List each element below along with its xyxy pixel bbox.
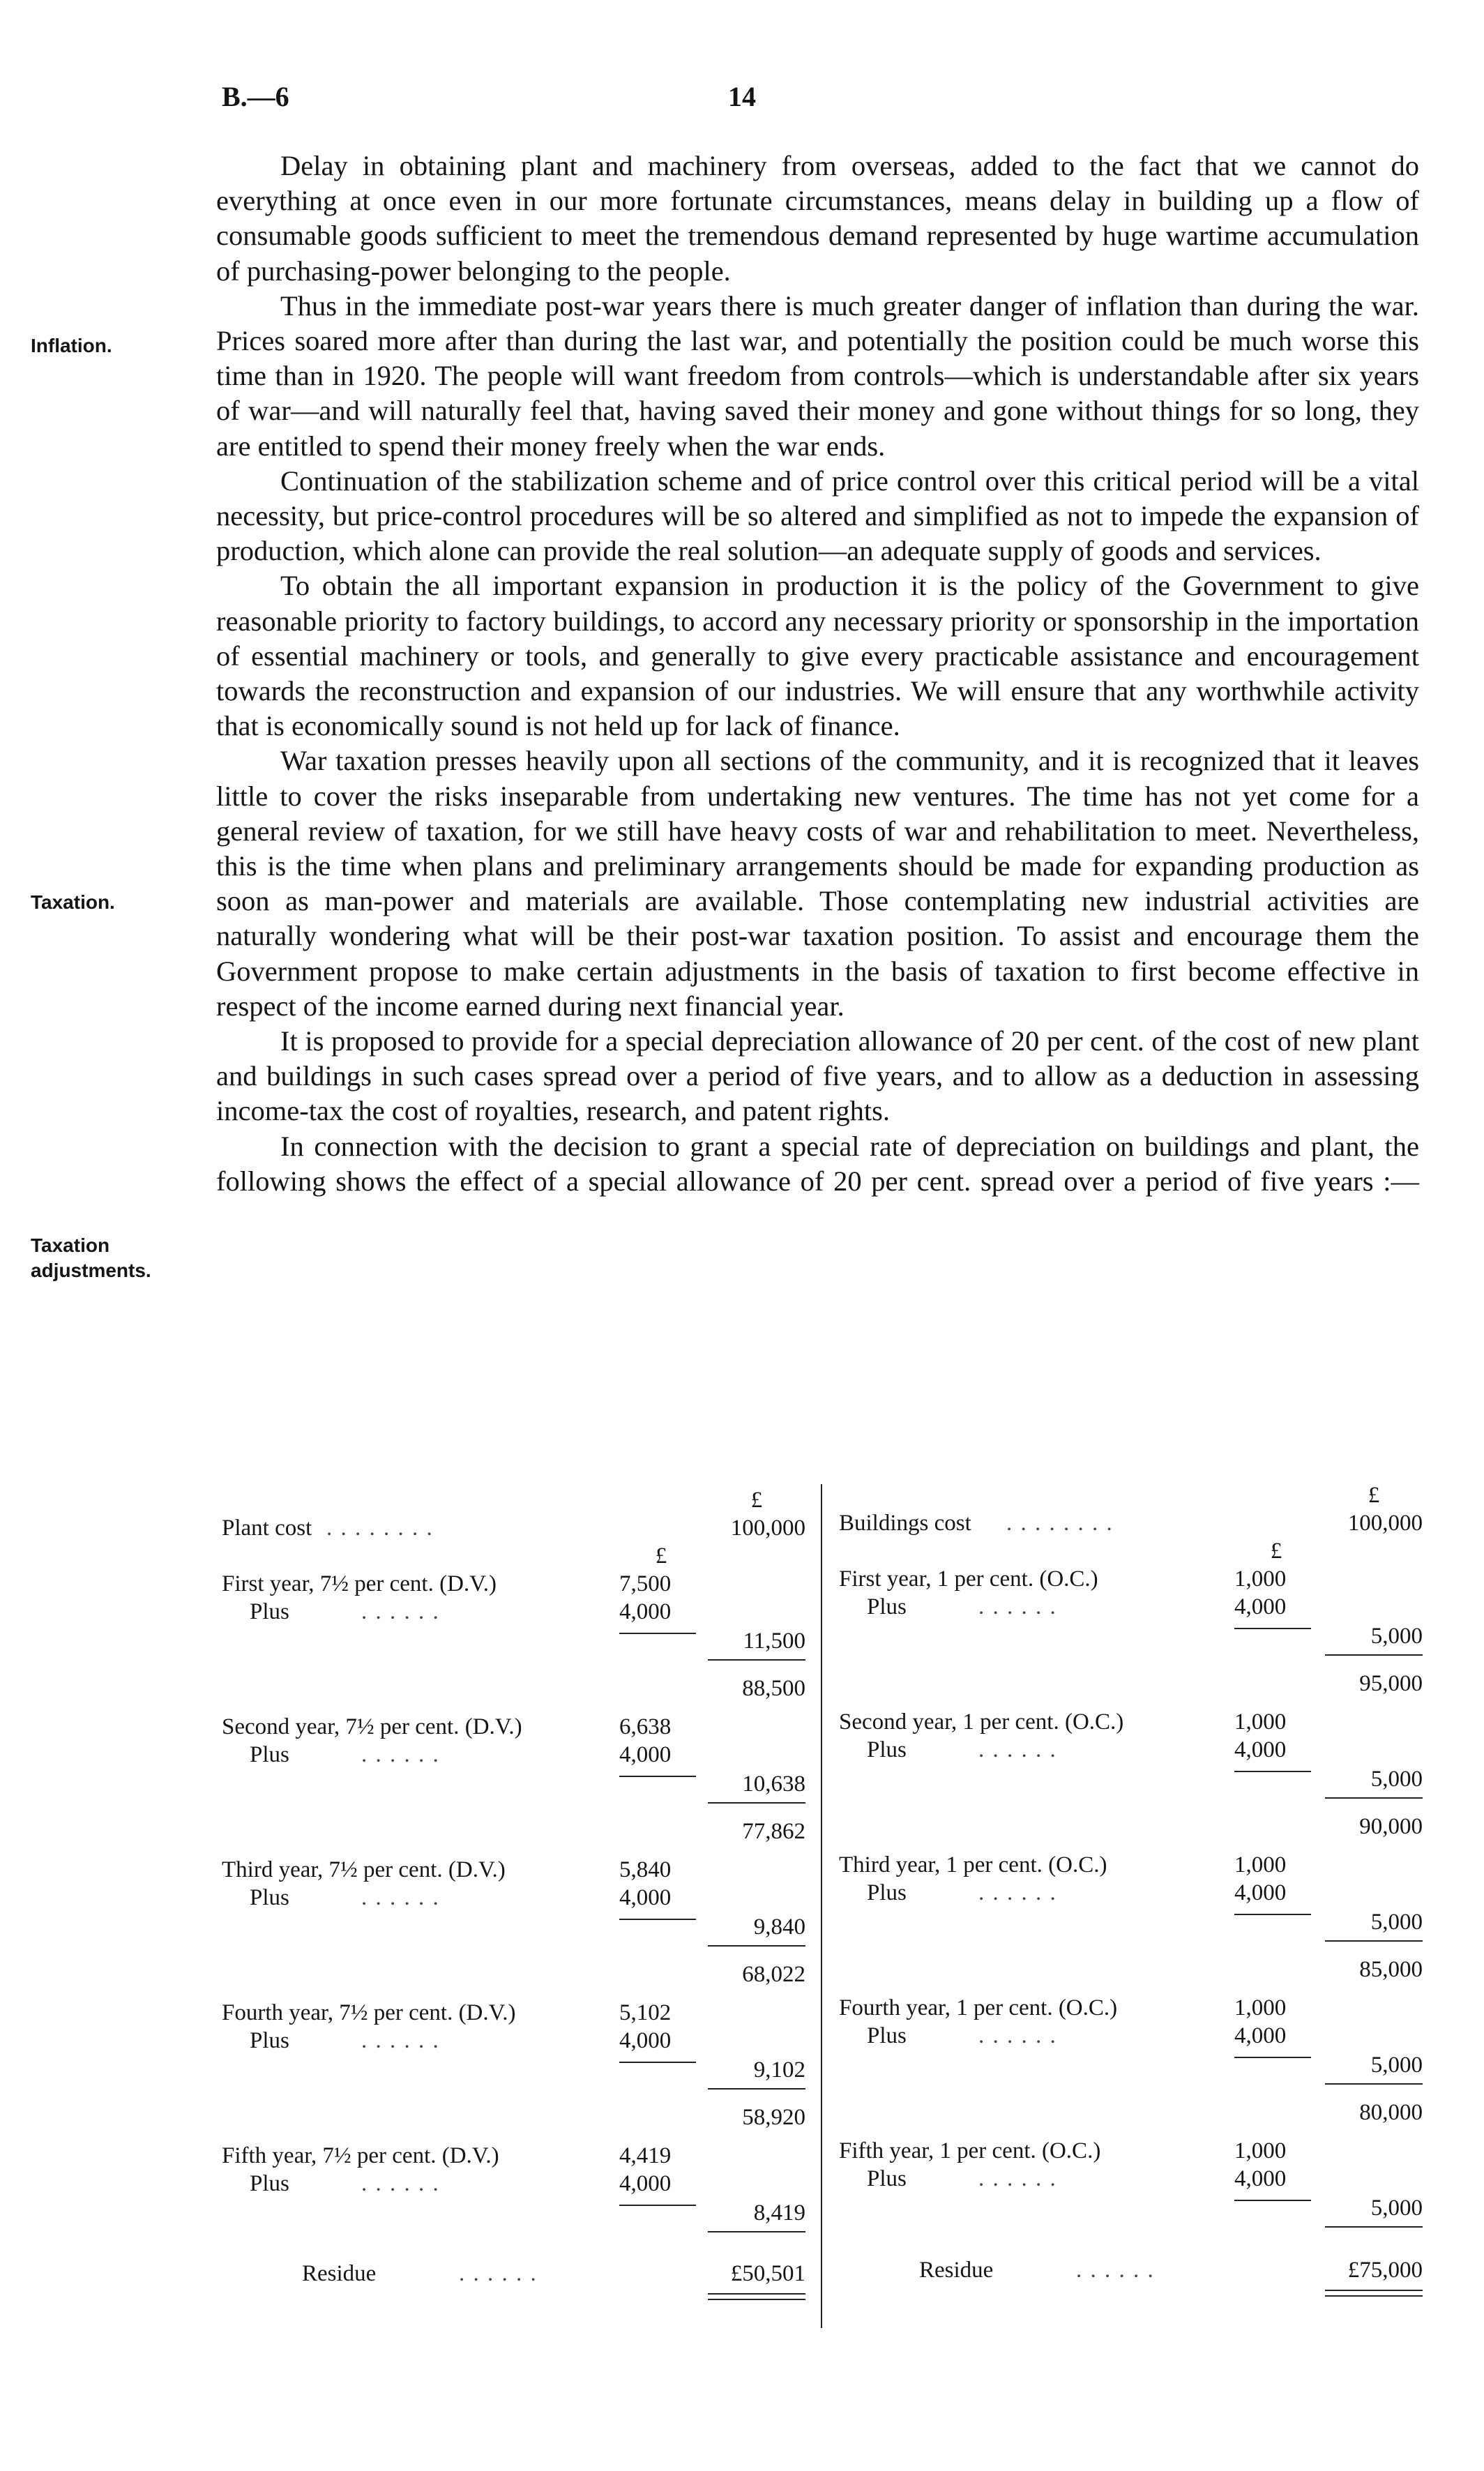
year-label: Fifth year, 7½ per cent. (D.V.) bbox=[222, 2143, 499, 2168]
residue-label: Residue bbox=[919, 2258, 994, 2283]
plus-value: 4,000 bbox=[619, 2028, 672, 2053]
allowance-value: 1,000 bbox=[1234, 1709, 1287, 1735]
allowance-value: 7,500 bbox=[619, 1571, 672, 1596]
balance-value: 85,000 bbox=[1359, 1957, 1423, 1982]
year-label: Third year, 1 per cent. (O.C.) bbox=[839, 1852, 1107, 1877]
year-total: 8,419 bbox=[753, 2200, 805, 2226]
sub-rule bbox=[619, 1919, 696, 1920]
plus-value: 4,000 bbox=[619, 2171, 672, 2196]
plus-label: Plus bbox=[867, 1880, 907, 1905]
leader-dots: . . . . . . . . bbox=[326, 1516, 434, 1541]
cost-label: Buildings cost bbox=[839, 1511, 971, 1536]
currency-symbol: £ bbox=[750, 1488, 763, 1513]
plus-value: 4,000 bbox=[1234, 1737, 1287, 1762]
cost-label: Plant cost bbox=[222, 1516, 312, 1541]
residue-value: £75,000 bbox=[1347, 2258, 1423, 2283]
total-rule bbox=[1325, 2083, 1423, 2085]
sub-rule bbox=[1234, 1914, 1311, 1915]
sub-rule bbox=[1234, 1628, 1311, 1629]
page-header bbox=[0, 80, 1484, 122]
cost-value: 100,000 bbox=[1347, 1511, 1423, 1536]
sub-rule bbox=[619, 2062, 696, 2063]
currency-symbol: £ bbox=[655, 1543, 667, 1569]
plus-label: Plus bbox=[250, 1599, 289, 1624]
margin-note-taxation-adjustments: Taxation adjustments. bbox=[31, 1234, 151, 1281]
sub-rule bbox=[619, 1633, 696, 1634]
sub-rule bbox=[619, 2205, 696, 2206]
sub-rule bbox=[1234, 2200, 1311, 2201]
leader-dots: . . . . . . bbox=[978, 1594, 1057, 1619]
leader-dots: . . . . . . bbox=[978, 2023, 1057, 2048]
year-label: Second year, 1 per cent. (O.C.) bbox=[839, 1709, 1124, 1735]
year-total: 5,000 bbox=[1370, 2196, 1423, 2221]
total-rule bbox=[708, 1802, 805, 1804]
plus-label: Plus bbox=[867, 1594, 907, 1619]
plus-label: Plus bbox=[250, 1742, 289, 1767]
balance-value: 77,862 bbox=[742, 1819, 805, 1844]
year-label: Third year, 7½ per cent. (D.V.) bbox=[222, 1857, 506, 1882]
margin-note-taxation: Taxation. bbox=[31, 891, 115, 913]
cost-value: 100,000 bbox=[730, 1516, 805, 1541]
balance-value: 88,500 bbox=[742, 1676, 805, 1701]
leader-dots: . . . . . . . . bbox=[1006, 1511, 1114, 1536]
paragraph: War taxation presses heavily upon all sections of the community, and it is recognized that it leaves little to cover the risks inseparable from undertaking new ventures. The time has not yet come for a general review of taxation, for we still have heavy costs of war and rehabilitation to meet. Nevertheless, this is the time when plans and preliminary arrangements should be made for expanding production as soon as man-power and materials are available. Those contemplating new industrial activities are naturally wondering what will be their post-war taxation position. To assist and encourage them the Government propose to make certain adjustments in the basis of taxation to first become effective in respect of the income earned during next financial year. bbox=[216, 745, 1419, 1022]
plus-value: 4,000 bbox=[1234, 2023, 1287, 2048]
leader-dots: . . . . . . bbox=[361, 1885, 440, 1910]
total-rule bbox=[708, 1945, 805, 1947]
residue-label: Residue bbox=[302, 2261, 377, 2286]
allowance-value: 1,000 bbox=[1234, 1852, 1287, 1877]
margin-note-inflation: Inflation. bbox=[31, 335, 112, 356]
paragraph: To obtain the all important expansion in production it is the policy of the Government to give reasonable priority to factory buildings, to accord any necessary priority or sponsorship in the importation of essential machinery or tools, and generally to give every practicable assistance and encouragement towards the reconstruction and expansion of our industries. We will ensure that any worthwhile activity that is economically sound is not held up for lack of finance. bbox=[216, 570, 1419, 742]
total-rule bbox=[708, 2088, 805, 2090]
year-label: First year, 1 per cent. (O.C.) bbox=[839, 1566, 1098, 1592]
currency-symbol: £ bbox=[1368, 1483, 1380, 1508]
double-rule bbox=[708, 2293, 805, 2300]
balance-value: 80,000 bbox=[1359, 2100, 1423, 2125]
year-total: 9,102 bbox=[753, 2057, 805, 2083]
year-total: 9,840 bbox=[753, 1914, 805, 1940]
total-rule bbox=[1325, 2226, 1423, 2228]
plus-value: 4,000 bbox=[1234, 1880, 1287, 1905]
allowance-value: 1,000 bbox=[1234, 1995, 1287, 2020]
plus-value: 4,000 bbox=[1234, 1594, 1287, 1619]
body-text bbox=[216, 149, 1419, 1199]
balance-value: 95,000 bbox=[1359, 1671, 1423, 1696]
leader-dots: . . . . . . bbox=[459, 2261, 538, 2286]
paragraph: It is proposed to provide for a special depreciation allowance of 20 per cent. of the cost of new plant and buildings in such cases spread over a period of five years, and to allow as a deduction in assessing income-tax the cost of royalties, research, and patent rights. bbox=[216, 1025, 1419, 1127]
sub-rule bbox=[1234, 1771, 1311, 1772]
total-rule bbox=[708, 2231, 805, 2232]
year-label: First year, 7½ per cent. (D.V.) bbox=[222, 1571, 497, 1596]
allowance-value: 1,000 bbox=[1234, 1566, 1287, 1592]
total-rule bbox=[1325, 1654, 1423, 1656]
residue-value: £50,501 bbox=[730, 2261, 805, 2286]
allowance-value: 5,840 bbox=[619, 1857, 672, 1882]
allowance-value: 4,419 bbox=[619, 2143, 672, 2168]
double-rule bbox=[1325, 2290, 1423, 2297]
sub-rule bbox=[619, 1776, 696, 1777]
leader-dots: . . . . . . bbox=[978, 1880, 1057, 1905]
paragraph: In connection with the decision to grant a special rate of depreciation on buildings and plant, the following shows the effect of a special allowance of 20 per cent. spread over a period of five years :— bbox=[216, 1130, 1419, 1197]
year-total: 5,000 bbox=[1370, 1767, 1423, 1792]
year-label: Fourth year, 7½ per cent. (D.V.) bbox=[222, 2000, 516, 2025]
plus-value: 4,000 bbox=[619, 1885, 672, 1910]
total-rule bbox=[1325, 1940, 1423, 1942]
leader-dots: . . . . . . bbox=[361, 2028, 440, 2053]
plus-label: Plus bbox=[250, 2028, 289, 2053]
balance-value: 90,000 bbox=[1359, 1814, 1423, 1839]
year-total: 5,000 bbox=[1370, 1910, 1423, 1935]
balance-value: 68,022 bbox=[742, 1962, 805, 1987]
currency-symbol: £ bbox=[1270, 1539, 1282, 1564]
allowance-value: 6,638 bbox=[619, 1714, 672, 1739]
allowance-value: 5,102 bbox=[619, 2000, 672, 2025]
leader-dots: . . . . . . bbox=[1076, 2258, 1155, 2283]
leader-dots: . . . . . . bbox=[361, 2171, 440, 2196]
year-total: 5,000 bbox=[1370, 1624, 1423, 1649]
plus-value: 4,000 bbox=[619, 1599, 672, 1624]
column-divider bbox=[821, 1484, 822, 2328]
plus-label: Plus bbox=[867, 1737, 907, 1762]
plus-label: Plus bbox=[250, 2171, 289, 2196]
plus-label: Plus bbox=[867, 2166, 907, 2191]
leader-dots: . . . . . . bbox=[361, 1599, 440, 1624]
leader-dots: . . . . . . bbox=[978, 2166, 1057, 2191]
document-reference: B.—6 bbox=[222, 81, 289, 112]
plus-label: Plus bbox=[250, 1885, 289, 1910]
total-rule bbox=[708, 1659, 805, 1661]
year-total: 10,638 bbox=[742, 1771, 805, 1797]
year-total: 5,000 bbox=[1370, 2053, 1423, 2078]
plus-value: 4,000 bbox=[1234, 2166, 1287, 2191]
paragraph: Delay in obtaining plant and machinery from overseas, added to the fact that we cannot do everything at once even in our more fortunate circumstances, means delay in building up a flow of consumable goods sufficient to meet the tremendous demand represented by huge wartime accumulation of purchasing-power belonging to the people. bbox=[216, 150, 1419, 287]
plus-label: Plus bbox=[867, 2023, 907, 2048]
page-number: 14 bbox=[728, 81, 756, 112]
total-rule bbox=[1325, 1797, 1423, 1799]
paragraph: Thus in the immediate post-war years there is much greater danger of inflation than during the war. Prices soared more after than during the last war, and potentially the position could be much worse this time than in 1920. The people will want freedom from controls—which is understandable after six years of war—and will naturally feel that, having saved their money and gone without things for so long, they are entitled to spend their money freely when the war ends. bbox=[216, 289, 1419, 462]
plus-value: 4,000 bbox=[619, 1742, 672, 1767]
sub-rule bbox=[1234, 2057, 1311, 2058]
year-label: Fourth year, 1 per cent. (O.C.) bbox=[839, 1995, 1118, 2020]
allowance-value: 1,000 bbox=[1234, 2138, 1287, 2163]
paragraph: Continuation of the stabilization scheme and of price control over this critical period will be a vital necessity, but price-control procedures will be so altered and simplified as not to impede the expansion of production, which alone can provide the real solution—an adequate supply of goods and services. bbox=[216, 464, 1419, 567]
leader-dots: . . . . . . bbox=[361, 1742, 440, 1767]
year-label: Fifth year, 1 per cent. (O.C.) bbox=[839, 2138, 1101, 2163]
year-label: Second year, 7½ per cent. (D.V.) bbox=[222, 1714, 522, 1739]
balance-value: 58,920 bbox=[742, 2105, 805, 2130]
leader-dots: . . . . . . bbox=[978, 1737, 1057, 1762]
year-total: 11,500 bbox=[743, 1629, 805, 1654]
